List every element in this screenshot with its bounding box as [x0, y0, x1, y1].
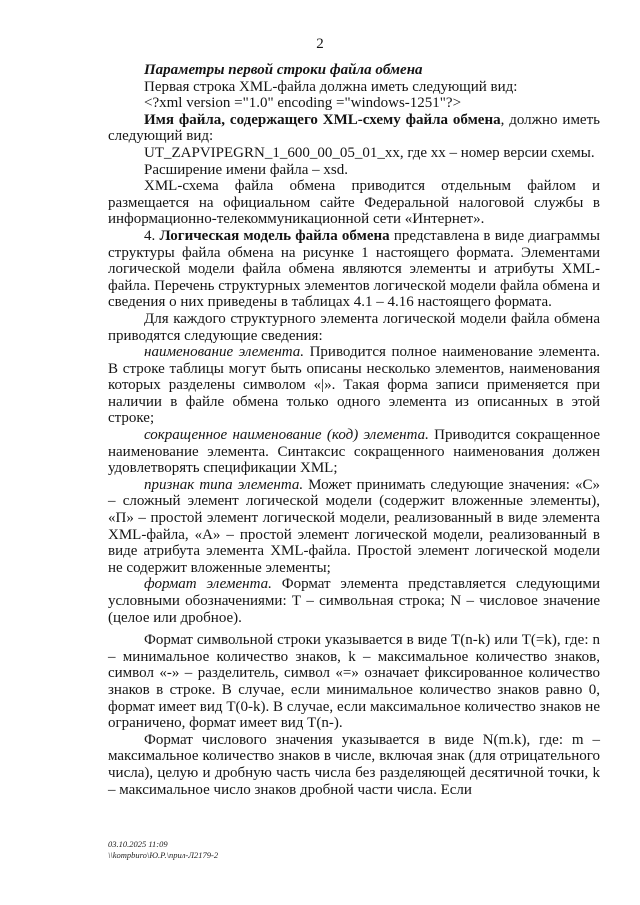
element-type-term: признак типа элемента.	[144, 476, 304, 493]
paragraph-element-info-intro: Для каждого структурного элемента логической модели файла обмена приводятся следующие сведения:	[108, 310, 600, 344]
element-name-term: наименование элемента.	[144, 344, 305, 361]
document-footer	[108, 839, 218, 861]
paragraph-schema-publication: XML-схема файла обмена приводится отдельным файлом и размещается на официальном сайте Федеральной налоговой службы в информационно-телекоммуникационной сети «Интернет».	[108, 178, 600, 228]
paragraph-logical-model	[108, 228, 600, 311]
section-heading: Параметры первой строки файла обмена	[144, 62, 423, 78]
paragraph-element-type	[108, 477, 600, 577]
logical-model-term: Логическая модель файла обмена	[159, 227, 390, 244]
schema-filename-example: UT_ZAPVIPEGRN_1_600_00_05_01_xx, где хх – номер версии схемы.	[144, 144, 595, 161]
page-number: 2	[316, 36, 324, 52]
paragraph-first-line-intro: Первая строка XML-файла должна иметь следующий вид:	[144, 78, 518, 95]
paragraph-extension: Расширение имени файла – xsd.	[144, 161, 348, 178]
paragraph-numeric-format: Формат числового значения указывается в виде N(m.k), где: m – максимальное количество знаков в числе, включая знак (для отрицательного числа), целую и дробную часть числа без разделяющей десятичной точки, k – максимальное число знаков дробной части числа. Если	[108, 731, 600, 798]
logical-model-rest: представлена в виде диаграммы структуры файла обмена на рисунке 1 настоящего формата. Элементами логической модели файла обмена являются элементы и атрибуты XML-файла. Перечень структурных элементов логической модели файла обмена и сведения о них приведены в таблицах 4.1 – 4.16 настоящего формата.	[108, 227, 600, 311]
logical-model-number: 4.	[144, 227, 160, 244]
element-code-rest: Приводится сокращенное наименование элемента. Синтаксис сокращенного наименования должен удовлетворять спецификации XML;	[108, 427, 600, 477]
paragraph-element-format	[108, 576, 600, 626]
element-code-term: сокращенное наименование (код) элемента.	[144, 427, 429, 444]
paragraph-element-code	[108, 427, 600, 477]
schema-filename-rest: , должно иметь следующий вид:	[108, 111, 600, 145]
paragraph-schema-filename	[108, 112, 600, 145]
element-format-term: формат элемента.	[144, 576, 272, 593]
footer-file-path: \\kompburo\Ю.Р.\прил-Л2179-2	[108, 850, 219, 860]
schema-filename-term: Имя файла, содержащего XML-схему файла обмена	[144, 111, 501, 128]
paragraph-element-name	[108, 344, 600, 427]
footer-date: 03.10.2025 11:09	[108, 839, 168, 849]
paragraph-string-format: Формат символьной строки указывается в виде Т(n-k) или Т(=k), где: n – минимальное количество знаков, k – максимальное количество знаков, символ «-» – разделитель, символ «=» означает фиксированное количество знаков в строке. В случае, если минимальное количество знаков равно 0, формат имеет вид Т(0-k). В случае, если максимальное количество знаков не ограничено, формат имеет вид Т(n-).	[108, 632, 600, 732]
xml-declaration-example: <?xml version ="1.0" encoding ="windows-1251"?>	[144, 95, 462, 112]
element-format-rest: Формат элемента представляется следующими условными обозначениями: Т – символьная строка; N – числовое значение (целое или дробное).	[108, 576, 600, 626]
element-type-rest: Может принимать следующие значения: «С» – сложный элемент логической модели (содержит вложенные элементы), «П» – простой элемент логической модели, реализованный в виде элемента XML-файла, «А» – простой элемент логической модели, реализованный в виде атрибута элемента XML-файла. Простой элемент логической модели не содержит вложенные элементы;	[108, 476, 600, 576]
document-body	[108, 62, 600, 798]
element-name-rest: Приводится полное наименование элемента. В строке таблицы могут быть описаны несколько элементов, наименования которых разделены символом «|». Такая форма записи применяется при наличии в файле обмена только одного элемента из описанных в этой строке;	[108, 344, 601, 427]
